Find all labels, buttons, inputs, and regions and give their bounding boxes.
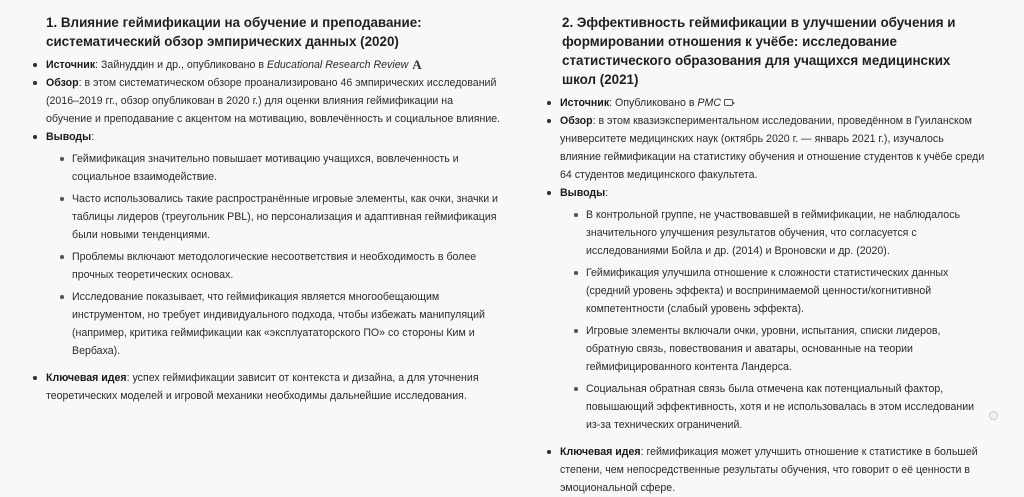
overview-item (546, 112, 986, 184)
finding-item: Проблемы включают методологические несоответствия и необходимость в более прочных теоретических основах. (46, 248, 502, 284)
journal-link[interactable]: PMC (697, 97, 721, 109)
key-idea-label: Ключевая идея (560, 446, 641, 458)
key-idea-item (32, 369, 502, 405)
finding-item: Геймификация улучшила отношение к сложности статистических данных (средний уровень эффекта) и воспринимаемой ценности/когнитивной компетентности (слабый уровень эффекта). (560, 264, 986, 318)
summary-list-1 (32, 56, 502, 405)
key-idea-text: : успех геймификации зависит от контекста и дизайна, а для уточнения теоретических моделей и игровой механики необходимы дальнейшие исследования. (46, 372, 479, 402)
findings-label: Выводы (560, 187, 606, 199)
scroll-indicator[interactable] (989, 411, 998, 420)
overview-label: Обзор (46, 77, 79, 89)
source-label: Источник (560, 97, 610, 109)
article-title-1: 1. Влияние геймификации на обучение и преподавание: систематический обзор эмпирических данных (2020) (46, 15, 422, 49)
source-item (32, 56, 502, 74)
finding-item: Игровые элементы включали очки, уровни, испытания, списки лидеров, обратную связь, повествования и аватары, основанные на теории геймифицированного контента Ландерса. (560, 322, 986, 376)
source-text: : Зайнуддин и др., опубликовано в (95, 59, 267, 71)
source-item (546, 94, 986, 112)
overview-item (32, 74, 502, 128)
findings-item (546, 184, 986, 434)
findings-colon: : (605, 187, 609, 199)
key-idea-item (546, 443, 986, 497)
findings-list (560, 206, 986, 434)
findings-list (46, 150, 502, 360)
source-label: Источник (46, 59, 96, 71)
summary-list-2 (546, 94, 986, 497)
article-title-2: 2. Эффективность геймификации в улучшении обучения и формировании отношения к учёбе: исследование статистического образования для учащихся медицинских школ (2021) (562, 15, 956, 87)
pmc-link-icon[interactable] (724, 99, 733, 106)
finding-item: Социальная обратная связь была отмечена как потенциальный фактор, повышающий эффективность, хотя и не использовалась в этом исследовании из-за технических ограничений. (560, 380, 986, 434)
findings-item (32, 128, 502, 360)
article-summary-2 (546, 0, 986, 497)
finding-item: В контрольной группе, не участвовавшей в геймификации, не наблюдалось значительного улучшения результатов обучения, что согласуется с исследованиями Бойла и др. (2014) и Вроновски и др. (2020). (560, 206, 986, 260)
finding-item: Геймификация значительно повышает мотивацию учащихся, вовлеченность и социальное взаимодействие. (46, 150, 502, 186)
source-favicon-icon[interactable]: A (412, 57, 422, 72)
findings-label: Выводы (46, 131, 92, 143)
article-summary-1 (32, 0, 502, 405)
key-idea-text: : геймификация может улучшить отношение к статистике в большей степени, чем непосредственные результаты обучения, что говорит о её ценности в эмоциональной сфере. (560, 446, 978, 494)
source-text: : Опубликовано в (609, 97, 698, 109)
overview-text: : в этом систематическом обзоре проанализировано 46 эмпирических исследований (2016–2019 гг., обзор опубликован в 2020 г.) для оценки влияния геймификации на обучение и преподавание с акцентом на мотивацию, вовлечённость и социальное влияние. (46, 77, 501, 125)
overview-label: Обзор (560, 115, 593, 127)
key-idea-label: Ключевая идея (46, 372, 127, 384)
finding-item: Исследование показывает, что геймификация является многообещающим инструментом, но требует индивидуального подхода, чтобы избежать манипуляций (например, критика геймификации как «эксплуататорского ПО» со стороны Ким и Вербаха). (46, 288, 502, 360)
overview-text: : в этом квазиэкспериментальном исследовании, проведённом в Гуиланском университете медицинских наук (октябрь 2020 г. — январь 2021 г.), изучалось влияние геймификации на статистику обучения и отношение студентов к учёбе среди 64 студентов медицинского факультета. (560, 115, 985, 181)
finding-item: Часто использовались такие распространённые игровые элементы, как очки, значки и таблицы лидеров (треугольник PBL), но персонализация и адаптивная геймификация были новыми тенденциями. (46, 190, 502, 244)
findings-colon: : (91, 131, 95, 143)
journal-link[interactable]: Educational Research Review (266, 59, 409, 71)
